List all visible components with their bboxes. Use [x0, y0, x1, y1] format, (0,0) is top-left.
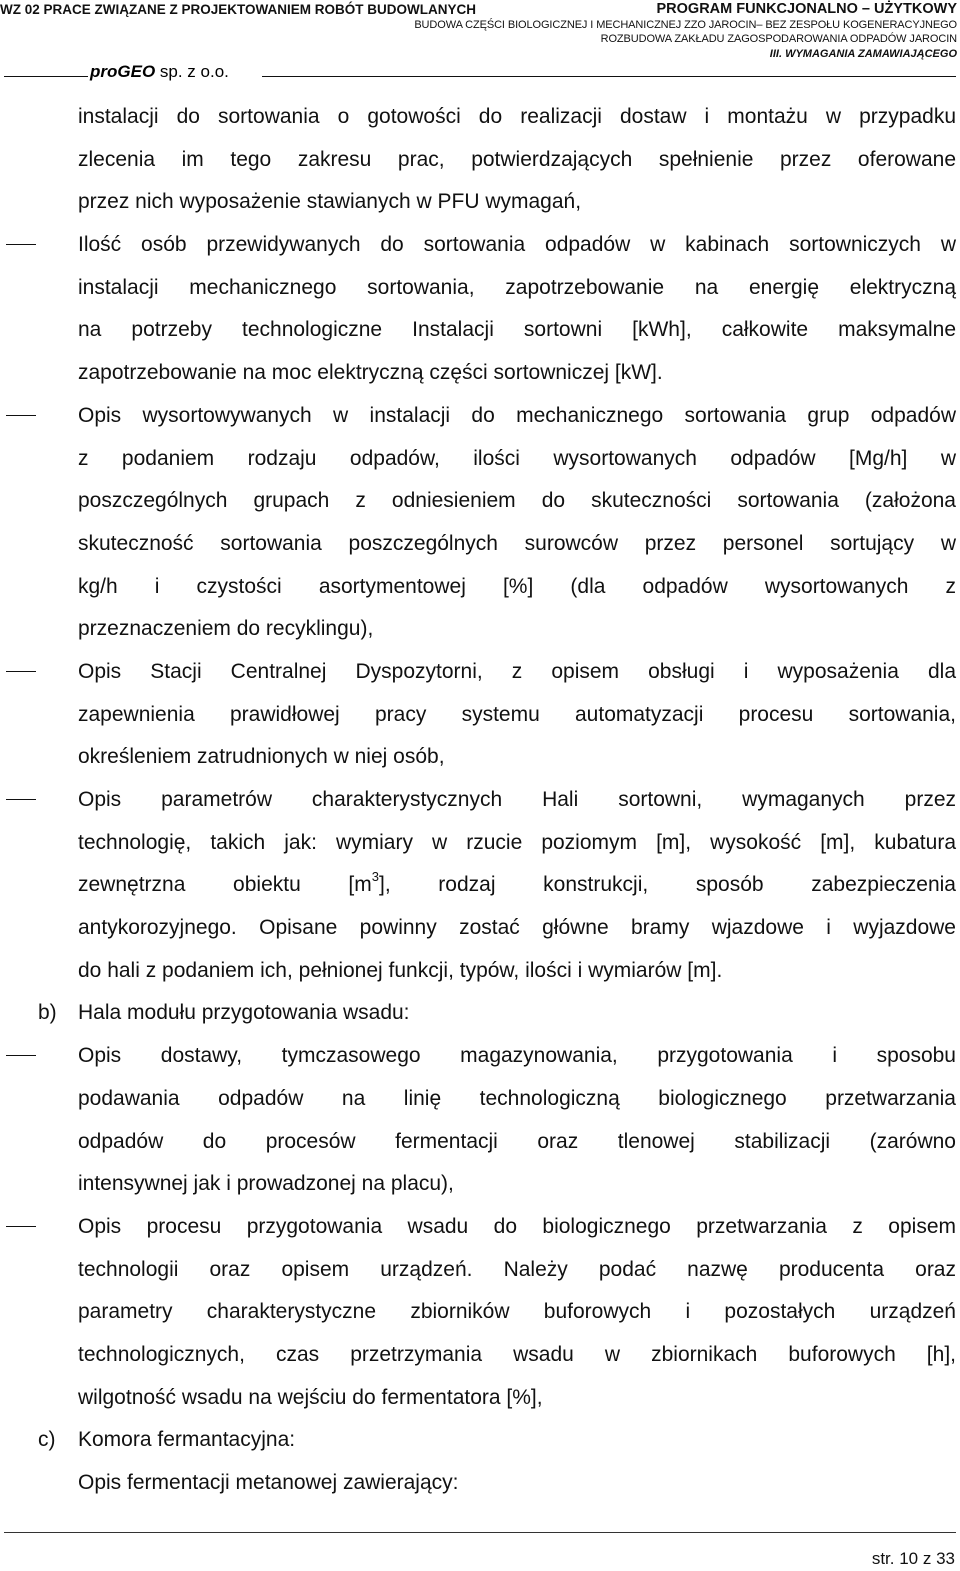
- text-line: zlecenia im tego zakresu prac, potwierdzających spełnienie przez oferowane: [78, 147, 956, 171]
- header-right-block: [414, 2, 957, 60]
- section-heading-c: c) Komora fermantacyjna:: [0, 1419, 960, 1462]
- company-line: [0, 61, 960, 89]
- text-line: technologię, takich jak: wymiary w rzucie poziomym [m], wysokość [m], kubatura: [78, 830, 956, 854]
- text-line: skuteczność sortowania poszczególnych surowców przez personel sortujący w: [78, 531, 956, 555]
- list-item-first-line: Opis wysortowywanych w instalacji do mechanicznego sortowania grup odpadów: [0, 395, 960, 438]
- text-line: zapotrzebowanie na moc elektryczną części sortowniczej [kW].: [78, 361, 663, 385]
- text-line: zewnętrzna obiektu $[m^3]$, rodzaj konstrukcji, sposób zabezpieczenia: [78, 869, 956, 897]
- text-line: poszczególnych grupach z odniesieniem do skuteczności sortowania (założona: [78, 489, 956, 513]
- text-line: odpadów do procesów fermentacji oraz tlenowej stabilizacji (zarówno: [78, 1129, 956, 1153]
- dash-bullet-icon: [6, 415, 36, 416]
- header-right-title: PROGRAM FUNKCJONALNO – UŻYTKOWY: [656, 1, 957, 17]
- text-line: technologii oraz opisem urządzeń. Należy podać nazwę producenta oraz: [78, 1257, 956, 1281]
- list-item-first-line: Opis dostawy, tymczasowego magazynowania, przygotowania i sposobu: [0, 1035, 960, 1078]
- dash-bullet-icon: [6, 1055, 36, 1056]
- list-item-first-line: Opis parametrów charakterystycznych Hali sortowni, wymaganych przez: [0, 779, 960, 822]
- page-number: str. 10 z 33: [871, 1549, 955, 1568]
- list-item-first-line: Opis procesu przygotowania wsadu do biologicznego przetwarzania z opisem: [0, 1206, 960, 1249]
- text-line: przez nich wyposażenie stawianych w PFU wymagań,: [78, 190, 582, 214]
- text-line: instalacji mechanicznego sortowania, zapotrzebowanie na energię elektryczną: [78, 275, 956, 299]
- text-line: instalacji do sortowania o gotowości do realizacji dostaw i montażu w przypadku: [78, 105, 956, 128]
- header-left-title: WZ 02 PRACE ZWIĄZANE Z PROJEKTOWANIEM ROBÓT BUDOWLANYCH: [0, 2, 477, 17]
- text-line: antykorozyjnego. Opisane powinny zostać główne bramy wjazdowe i wyjazdowe: [78, 916, 956, 940]
- header-rule-right: [262, 76, 956, 77]
- text-line: wilgotność wsadu na wejściu do fermentatora [%],: [78, 1385, 543, 1409]
- text-line: parametry charakterystyczne zbiorników buforowych i pozostałych urządzeń: [78, 1300, 956, 1324]
- text-line: Opis fermentacji metanowej zawierający:: [78, 1471, 459, 1494]
- header-right-line-3: III. WYMAGANIA ZAMAWIAJĄCEGO: [769, 47, 957, 60]
- header-right-line-1: BUDOWA CZĘŚCI BIOLOGICZNEJ I MECHANICZNEJ ZZO JAROCIN– BEZ ZESPOŁU KOGENERACYJNEGO: [414, 18, 957, 31]
- list-item-first-line: Ilość osób przewidywanych do sortowania odpadów w kabinach sortowniczych w: [0, 224, 960, 267]
- footer-rule: [4, 1532, 956, 1533]
- section-heading-b: b) Hala modułu przygotowania wsadu:: [0, 992, 960, 1035]
- header-rule-left: [4, 76, 88, 77]
- text-line: przeznaczeniem do recyklingu),: [78, 617, 374, 641]
- text-line: zapewnienia prawidłowej pracy systemu automatyzacji procesu sortowania,: [78, 702, 956, 726]
- dash-bullet-icon: [6, 1226, 36, 1227]
- text-line: określeniem zatrudnionych w niej osób,: [78, 745, 445, 769]
- superscript: 3: [371, 869, 379, 885]
- text-line: podawania odpadów na linię technologiczną biologicznego przetwarzania: [78, 1086, 956, 1110]
- text-line: z podaniem rodzaju odpadów, ilości wysortowanych odpadów [Mg/h] w: [78, 446, 956, 470]
- dash-bullet-icon: [6, 244, 36, 245]
- dash-bullet-icon: [6, 671, 36, 672]
- dash-bullet-icon: [6, 799, 36, 800]
- header-right-line-2: ROZBUDOWA ZAKŁADU ZAGOSPODAROWANIA ODPADÓW JAROCIN: [600, 32, 957, 45]
- section-label-b: b): [38, 1001, 57, 1025]
- text-line: technologicznych, czas przetrzymania wsadu w zbiornikach buforowych [h],: [78, 1342, 956, 1366]
- section-label-c: c): [38, 1428, 56, 1452]
- list-item-first-line: Opis Stacji Centralnej Dyspozytorni, z opisem obsługi i wyposażenia dla: [0, 651, 960, 694]
- text-line: do hali z podaniem ich, pełnionej funkcji, typów, ilości i wymiarów [m].: [78, 958, 723, 982]
- text-line: na potrzeby technologiczne Instalacji sortowni [kWh], całkowite maksymalne: [78, 318, 956, 342]
- document-body: [0, 96, 960, 1505]
- company-name: proGEO sp. z o.o.: [90, 62, 229, 81]
- text-line: kg/h i czystości asortymentowej [%] (dla odpadów wysortowanych z: [78, 574, 956, 598]
- text-line: intensywnej jak i prowadzonej na placu),: [78, 1172, 454, 1196]
